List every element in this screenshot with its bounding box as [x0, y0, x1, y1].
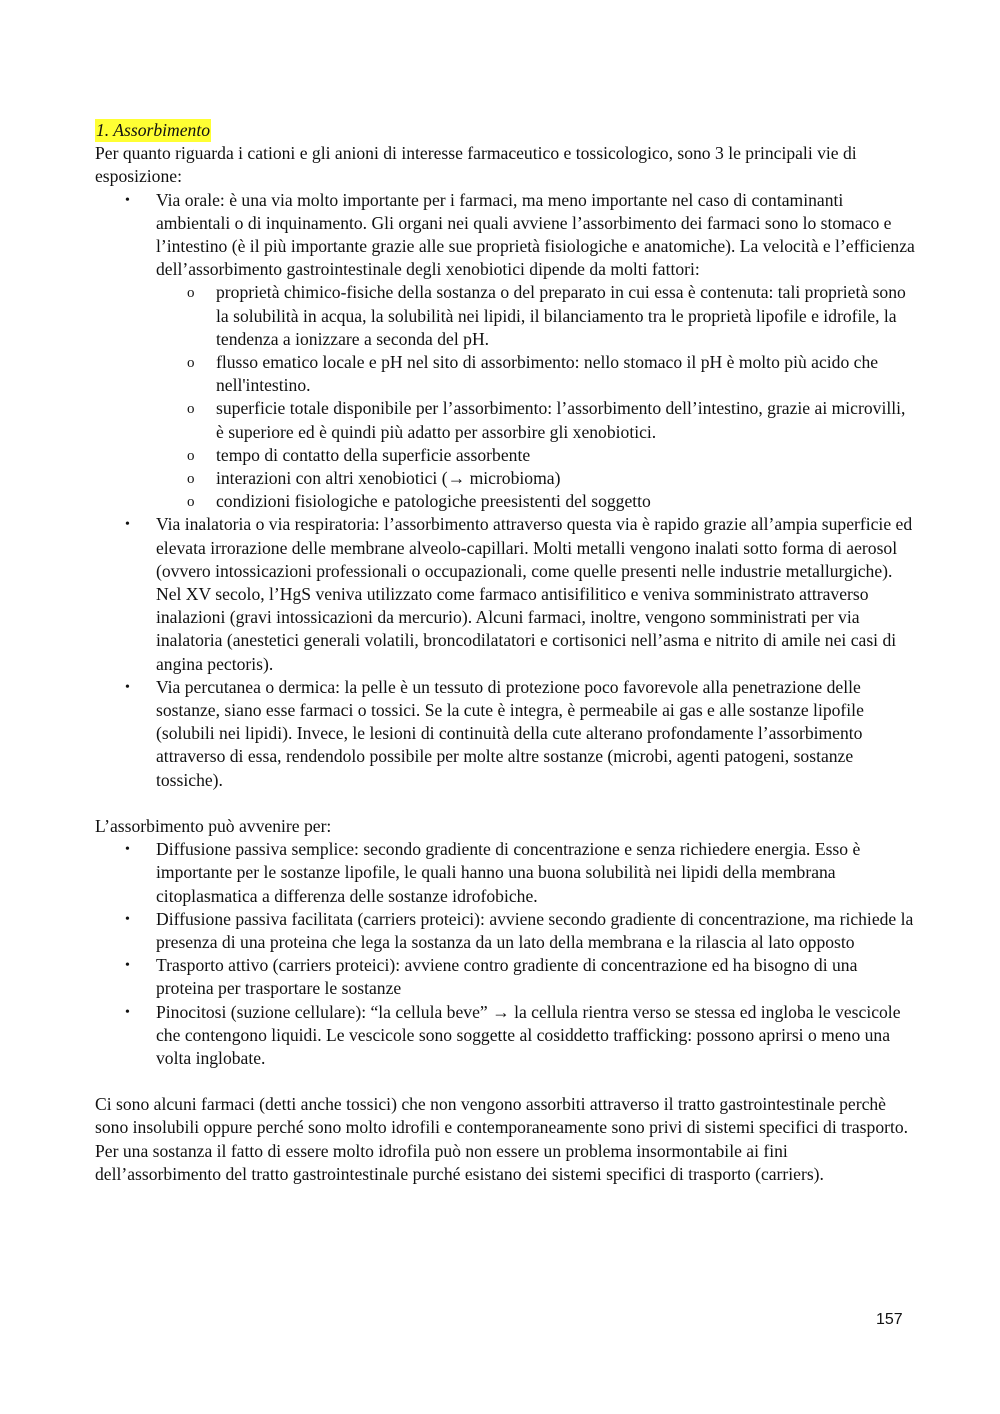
list-item-dermal-route	[125, 676, 915, 792]
list-item	[187, 444, 915, 467]
mechanisms-intro: L’assorbimento può avvenire per:	[95, 815, 332, 836]
list-item-text: Diffusione passiva facilitata (carriers proteici): avviene secondo gradiente di concentrazione, ma richiede la presenza di una proteina che lega la sostanza da un lato della membrana e la rilascia al lato opposto	[156, 908, 914, 952]
list-item-text: proprietà chimico-fisiche della sostanza o del preparato in cui essa è contenuta: tali proprietà sono la solubilità in acqua, la solubilità nei lipidi, il bilanciamento tra le proprietà lipofile e idrofile, la tendenza a ionizzare a seconda del pH.	[216, 282, 906, 349]
paragraph-spacer	[95, 792, 915, 815]
circle-bullet-icon: o	[187, 447, 195, 464]
paragraph-spacer	[95, 1070, 915, 1093]
list-item-text: Via inalatoria o via respiratoria: l’assorbimento attraverso questa via è rapido grazie all’ampia superficie ed elevata irrorazione delle membrane alveolo-capillari. Molti metalli vengono inalati sotto forma di aerosol (ovvero intossicazioni professionali o occupazionali, come quelle presenti nelle industrie metallurgiche). Nel XV secolo, l’HgS veniva utilizzato come farmaco antisifilitico e veniva somministrato attraverso inalazioni (gravi intossicazioni da mercurio). Alcuni farmaci, inoltre, vengono somministrati per via inalatoria (anestetici generali volatili, broncodilatatori e cortisonici nell’asma e nitrito di amile nei casi di angina pectoris).	[156, 514, 913, 674]
list-item-text: Pinocitosi (suzione cellulare): “la cellula beve” → la cellula rientra verso se stessa ed ingloba le vescicole che contengono liquidi. Le vescicole sono soggette al cosiddetto trafficking: possono aprirsi o meno una volta inglobate.	[156, 1001, 901, 1068]
bullet-icon: •	[125, 679, 130, 695]
list-item-text: interazioni con altri xenobiotici (→ microbioma)	[216, 468, 561, 489]
list-item-text: condizioni fisiologiche e patologiche preesistenti del soggetto	[216, 491, 651, 512]
list-item	[125, 838, 915, 908]
absorption-factors-list	[156, 281, 915, 513]
bullet-icon: •	[125, 911, 130, 927]
absorption-mechanisms-list	[95, 838, 915, 1070]
circle-bullet-icon: o	[187, 471, 195, 488]
list-item-oral-route	[125, 189, 915, 514]
list-item-inhalation-route	[125, 513, 915, 675]
list-item	[187, 281, 915, 351]
bullet-icon: •	[125, 192, 130, 208]
section-heading-line	[95, 119, 915, 142]
list-item-text: Via orale: è una via molto importante per i farmaci, ma meno importante nel caso di contaminanti ambientali o di inquinamento. Gli organi nei quali avviene l’assorbimento dei farmaci sono lo stomaco e l’intestino (è il più importante grazie alle sue proprietà fisiologiche e anatomiche). La velocità e l’efficienza dell’assorbimento gastrointestinale degli xenobiotici dipende da molti fattori:	[156, 189, 915, 280]
bullet-icon: •	[125, 517, 130, 533]
list-item-text: flusso ematico locale e pH nel sito di assorbimento: nello stomaco il pH è molto più acido che nell'intestino.	[216, 352, 879, 396]
page-number: 157	[876, 1311, 903, 1328]
document-page	[95, 119, 915, 1186]
list-item	[187, 351, 915, 397]
circle-bullet-icon: o	[187, 285, 195, 302]
list-item	[125, 908, 915, 954]
list-item	[187, 490, 915, 513]
bullet-icon: •	[125, 958, 130, 974]
list-item	[125, 1001, 915, 1071]
exposure-routes-list	[95, 189, 915, 792]
circle-bullet-icon: o	[187, 494, 195, 511]
list-item-text: Via percutanea o dermica: la pelle è un tessuto di protezione poco favorevole alla penetrazione delle sostanze, siano esse farmaci o tossici. Se la cute è integra, è permeabile ai gas e alle sostanze lipofile (solubili nei lipidi). Invece, le lesioni di continuità della cute alterano profondamente l’assorbimento attraverso di essa, rendendolo possibile per molte altre sostanze (microbi, agenti patogeni, sostanze tossiche).	[156, 676, 864, 790]
list-item	[187, 467, 915, 490]
section-heading: 1. Assorbimento	[95, 119, 211, 142]
bullet-icon: •	[125, 1004, 130, 1020]
list-item-text: Trasporto attivo (carriers proteici): avviene contro gradiente di concentrazione ed ha bisogno di una proteina per trasportare le sostanze	[156, 955, 858, 999]
list-item-text: Diffusione passiva semplice: secondo gradiente di concentrazione e senza richiedere energia. Esso è importante per le sostanze lipofile, le quali hanno una buona solubilità nei lipidi della membrana citoplasmatica a differenza delle sostanze idrofobiche.	[156, 839, 861, 906]
list-item-text: tempo di contatto della superficie assorbente	[216, 444, 531, 465]
list-item	[187, 397, 915, 443]
circle-bullet-icon: o	[187, 355, 195, 372]
intro-paragraph: Per quanto riguarda i cationi e gli anioni di interesse farmaceutico e tossicologico, sono 3 le principali vie di esposizione:	[95, 143, 857, 187]
list-item	[125, 954, 915, 1000]
circle-bullet-icon: o	[187, 401, 195, 418]
bullet-icon: •	[125, 842, 130, 858]
closing-paragraph: Ci sono alcuni farmaci (detti anche tossici) che non vengono assorbiti attraverso il tratto gastrointestinale perchè sono insolubili oppure perché sono molto idrofili e contemporaneamente sono privi di sistemi specifici di trasporto. Per una sostanza il fatto di essere molto idrofila può non essere un problema insormontabile ai fini dell’assorbimento del tratto gastrointestinale purché esistano dei sistemi specifici di trasporto (carriers).	[95, 1094, 909, 1184]
list-item-text: superficie totale disponibile per l’assorbimento: l’assorbimento dell’intestino, grazie ai microvilli, è superiore ed è quindi più adatto per assorbire gli xenobiotici.	[216, 398, 906, 442]
